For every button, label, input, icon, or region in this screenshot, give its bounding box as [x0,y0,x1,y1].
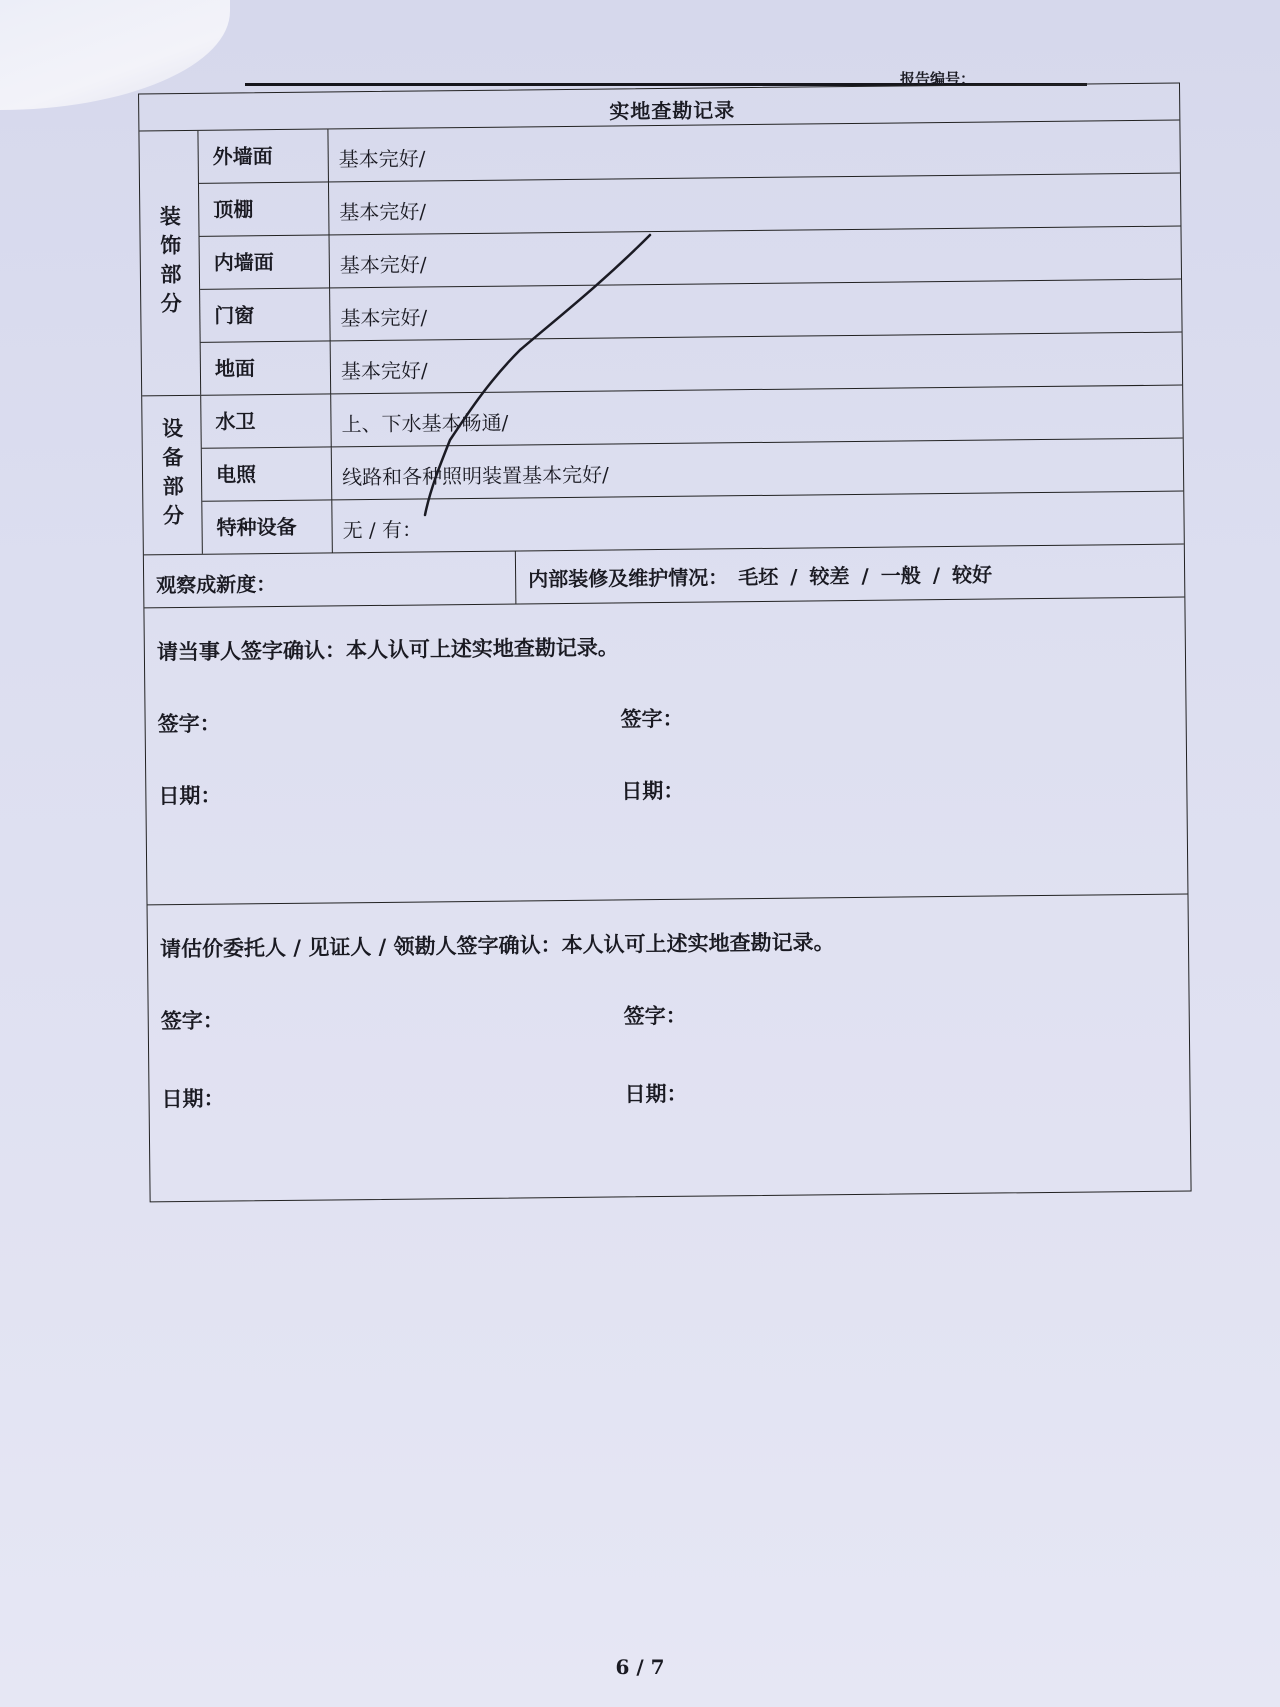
form-title: 实地查勘记录 [609,98,736,124]
client-signoff-section [148,895,1191,1202]
client-date-left-field[interactable]: 日期： [161,1085,225,1112]
option-separator: / [861,563,869,588]
option-rough[interactable]: 毛坯 [738,564,779,590]
equipment-row-special [202,492,1183,554]
equipment-section [142,386,1184,556]
row-name: 外墙面 [198,129,329,182]
decoration-group-label: 装饰部分 [157,204,184,322]
row-value[interactable]: 基本完好/ [340,358,428,384]
observed-newness-label[interactable]: 观察成新度： [144,552,517,608]
decoration-group-label-cell [139,131,201,396]
option-average[interactable]: 一般 [880,563,921,588]
party-sign-left-field[interactable]: 签字： [157,710,221,737]
party-signoff-title: 请当事人签字确认：本人认可上述实地查勘记录。 [156,634,619,665]
row-name: 顶棚 [199,182,330,235]
option-poor[interactable]: 较差 [809,564,850,589]
option-separator: / [789,564,798,589]
inspection-form [138,83,1192,1203]
row-name: 门窗 [200,288,331,341]
party-date-left-field[interactable]: 日期： [158,782,222,809]
equipment-group-label-cell [142,396,203,555]
maintenance-cell [516,545,1185,604]
maintenance-label: 内部装修及维护情况： [528,565,729,592]
option-good[interactable]: 较好 [951,562,993,587]
row-value[interactable]: 线路和各种照明装置基本完好/ [341,462,609,490]
equipment-rows [201,386,1184,554]
client-signoff-title: 请估价委托人 / 见证人 / 领勘人签字确认：本人认可上述实地查勘记录。 [159,929,835,962]
decoration-rows [198,121,1182,395]
row-name: 内墙面 [200,235,331,288]
client-date-right-field[interactable]: 日期： [624,1080,688,1107]
party-sign-right-field[interactable]: 签字： [620,705,684,732]
client-sign-left-field[interactable]: 签字： [160,1007,224,1034]
client-sign-right-field[interactable]: 签字： [623,1002,687,1029]
row-value[interactable]: 基本完好/ [339,252,427,278]
row-value[interactable]: 无 / 有： [342,517,423,543]
row-value[interactable]: 基本完好/ [340,305,428,331]
option-separator: / [932,563,941,588]
party-date-right-field[interactable]: 日期： [621,777,685,804]
row-value[interactable]: 基本完好/ [339,199,427,225]
decoration-section [139,121,1182,397]
row-name: 特种设备 [202,500,333,553]
row-value[interactable]: 上、下水基本畅通/ [341,410,509,437]
equipment-group-label: 设备部分 [159,416,186,534]
row-name: 电照 [202,447,333,500]
row-name: 地面 [201,341,332,394]
report-number-label: 报告编号： [900,70,976,88]
party-signoff-section [144,598,1187,906]
page-number: 6 / 7 [615,1655,665,1679]
decoration-row-floor [201,333,1182,395]
row-value[interactable]: 基本完好/ [338,146,426,172]
row-name: 水卫 [201,394,332,447]
